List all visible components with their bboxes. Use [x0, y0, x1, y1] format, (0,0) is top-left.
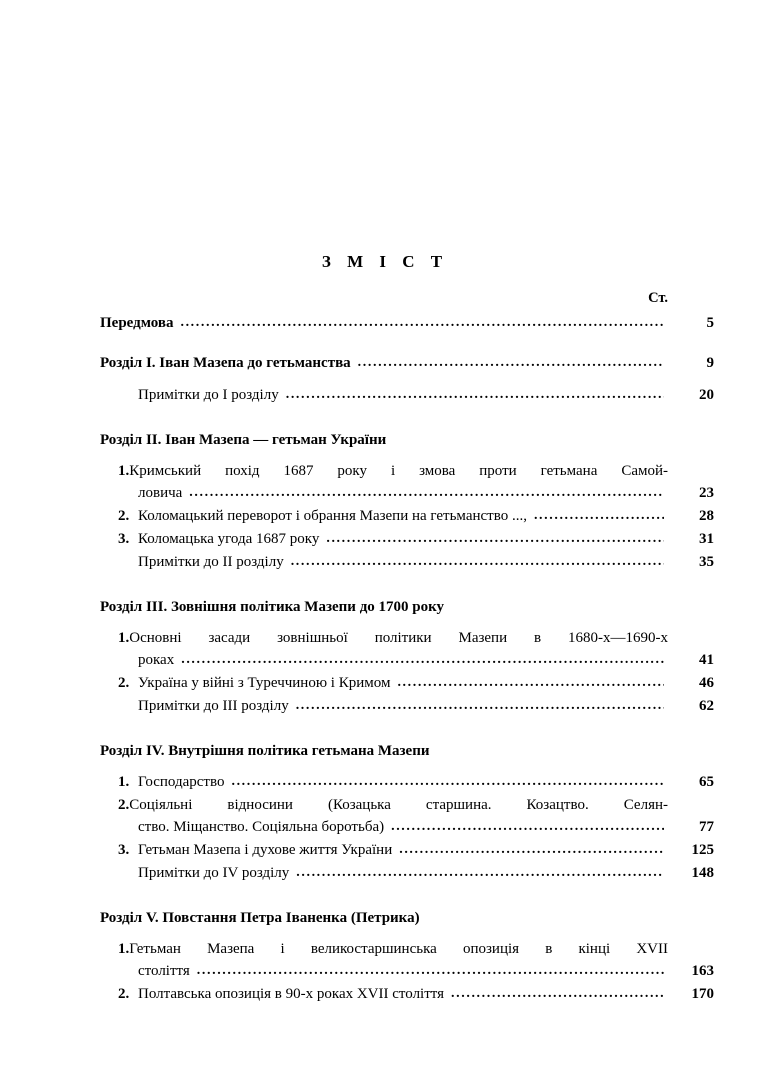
dot-leader	[534, 505, 664, 527]
toc-page-number: 28	[699, 508, 714, 524]
toc-entry-ch2-item2[interactable]	[0, 505, 764, 528]
toc-entry-label: Примітки до І розділу	[138, 387, 279, 403]
toc-entry-label: Коломацький переворот і обрання Мазепи на гетьманство ...,	[138, 508, 527, 524]
dot-leader	[189, 482, 664, 504]
toc-item-number: 2.	[118, 508, 130, 524]
toc-entry-label: ловича	[138, 485, 183, 501]
toc-chapter-3-heading[interactable]	[0, 596, 764, 618]
toc-entry-label: Розділ ІV. Внутрішня політика гетьмана Мазепи	[100, 743, 430, 759]
toc-page-number: 5	[706, 315, 714, 331]
toc-notes-3[interactable]	[0, 695, 764, 718]
toc-entry-ch3-item2[interactable]	[0, 672, 764, 695]
toc-entry-label: століття	[138, 963, 190, 979]
toc-entry-label: ство. Міщанство. Соціяльна боротьба)	[138, 819, 385, 835]
toc-entry-label: Розділ ІІІ. Зовнішня політика Мазепи до 1700 року	[100, 599, 445, 615]
toc-entry-label: Розділ V. Повстання Петра Іваненка (Петрика)	[100, 910, 420, 926]
dot-leader	[397, 672, 664, 694]
toc-page-number: 35	[699, 554, 714, 570]
toc-page-number: 31	[699, 531, 714, 547]
toc-entry-label: роках	[138, 652, 175, 668]
page-title: З М І С Т	[321, 252, 449, 271]
toc-entry-text	[118, 627, 668, 649]
dot-leader	[231, 771, 664, 793]
toc-item-number: 3.	[118, 531, 130, 547]
toc-entry-line	[0, 794, 764, 816]
toc-notes-1[interactable]	[0, 384, 764, 407]
toc-entry-label: Коломацька угода 1687 року	[138, 531, 320, 547]
toc-item-number: 2.	[118, 675, 130, 691]
dot-leader	[296, 695, 664, 717]
toc-entry-label: Примітки до ІV розділу	[138, 865, 290, 881]
dot-leader	[326, 528, 664, 550]
toc-entry-label: Кримський похід 1687 року і змова проти гетьмана Самой-	[129, 463, 668, 479]
toc-page-number: 148	[691, 865, 714, 881]
toc-page-number: 163	[691, 963, 714, 979]
toc-chapter-4-heading[interactable]	[0, 740, 764, 762]
toc-page-number: 62	[699, 698, 714, 714]
toc-page-number: 20	[699, 387, 714, 403]
dot-leader	[391, 816, 664, 838]
toc-entry-label: Соціяльні відносини (Козацька старшина. Козацтво. Селян-	[129, 797, 668, 813]
toc-entry-ch5-item2[interactable]	[0, 983, 764, 1006]
toc-entry-text	[118, 460, 668, 482]
toc-chapter-2-heading[interactable]	[0, 429, 764, 451]
dot-leader	[296, 862, 664, 884]
toc-entry-label: Передмова	[100, 315, 174, 331]
toc-entry-label: Примітки до ІІ розділу	[138, 554, 284, 570]
toc-entry-text	[118, 938, 668, 960]
toc-page-number: 46	[699, 675, 714, 691]
toc-entry-label: Основні засади зовнішньої політики Мазепи в 1680-х—1690-х	[129, 630, 668, 646]
toc-item-number: 1.	[118, 774, 130, 790]
toc-entry-line	[0, 460, 764, 482]
toc-entry-label: Розділ ІІ. Іван Мазепа — гетьман України	[100, 432, 387, 448]
toc-entry-ch5-item1[interactable]	[0, 960, 764, 983]
toc-chapter-5-heading[interactable]	[0, 907, 764, 929]
toc-entry-label: Господарство	[138, 774, 225, 790]
toc-notes-4[interactable]	[0, 862, 764, 885]
toc-entry-ch4-item3[interactable]	[0, 839, 764, 862]
toc-entry-label: Примітки до ІІІ розділу	[138, 698, 289, 714]
toc-page-number: 170	[691, 986, 714, 1002]
toc-item-number: 2.	[118, 986, 130, 1002]
toc-entry-text	[118, 794, 668, 816]
toc-notes-2[interactable]	[0, 551, 764, 574]
dot-leader	[197, 960, 664, 982]
dot-leader	[181, 649, 664, 671]
page-column-header: Ст.	[648, 290, 668, 306]
toc-entry-ch2-item1[interactable]	[0, 482, 764, 505]
dot-leader	[358, 352, 664, 374]
toc-page-number: 41	[699, 652, 714, 668]
toc-item-number: 2.	[118, 797, 130, 813]
toc-page-number: 77	[699, 819, 714, 835]
toc-page-number: 9	[706, 355, 714, 371]
toc-body	[0, 312, 764, 1006]
toc-entry-preface[interactable]	[0, 312, 764, 335]
toc-entry-ch3-item1[interactable]	[0, 649, 764, 672]
toc-entry-ch4-item2[interactable]	[0, 816, 764, 839]
toc-entry-label: Україна у війні з Туреччиною і Кримом	[138, 675, 391, 691]
toc-entry-ch2-item3[interactable]	[0, 528, 764, 551]
toc-entry-line	[0, 627, 764, 649]
toc-entry-label: Полтавська опозиція в 90-х роках ХVІІ століття	[138, 986, 445, 1002]
toc-page-number: 125	[691, 842, 714, 858]
dot-leader	[399, 839, 664, 861]
toc-entry-ch4-item1[interactable]	[0, 771, 764, 794]
toc-entry-label: Гетьман Мазепа і духове життя України	[138, 842, 393, 858]
toc-entry-line	[0, 938, 764, 960]
dot-leader	[286, 384, 664, 406]
toc-item-number: 1.	[118, 941, 130, 957]
dot-leader	[180, 312, 664, 334]
dot-leader	[291, 551, 664, 573]
toc-entry-label: Розділ І. Іван Мазепа до гетьманства	[100, 355, 351, 371]
toc-page-number: 23	[699, 485, 714, 501]
toc-chapter-1-heading[interactable]	[0, 352, 764, 375]
toc-item-number: 1.	[118, 630, 130, 646]
dot-leader	[451, 983, 664, 1005]
toc-page-number: 65	[699, 774, 714, 790]
toc-item-number: 1.	[118, 463, 130, 479]
toc-item-number: 3.	[118, 842, 130, 858]
toc-entry-label: Гетьман Мазепа і великостаршинська опозиція в кінці ХVІІ	[129, 941, 668, 957]
